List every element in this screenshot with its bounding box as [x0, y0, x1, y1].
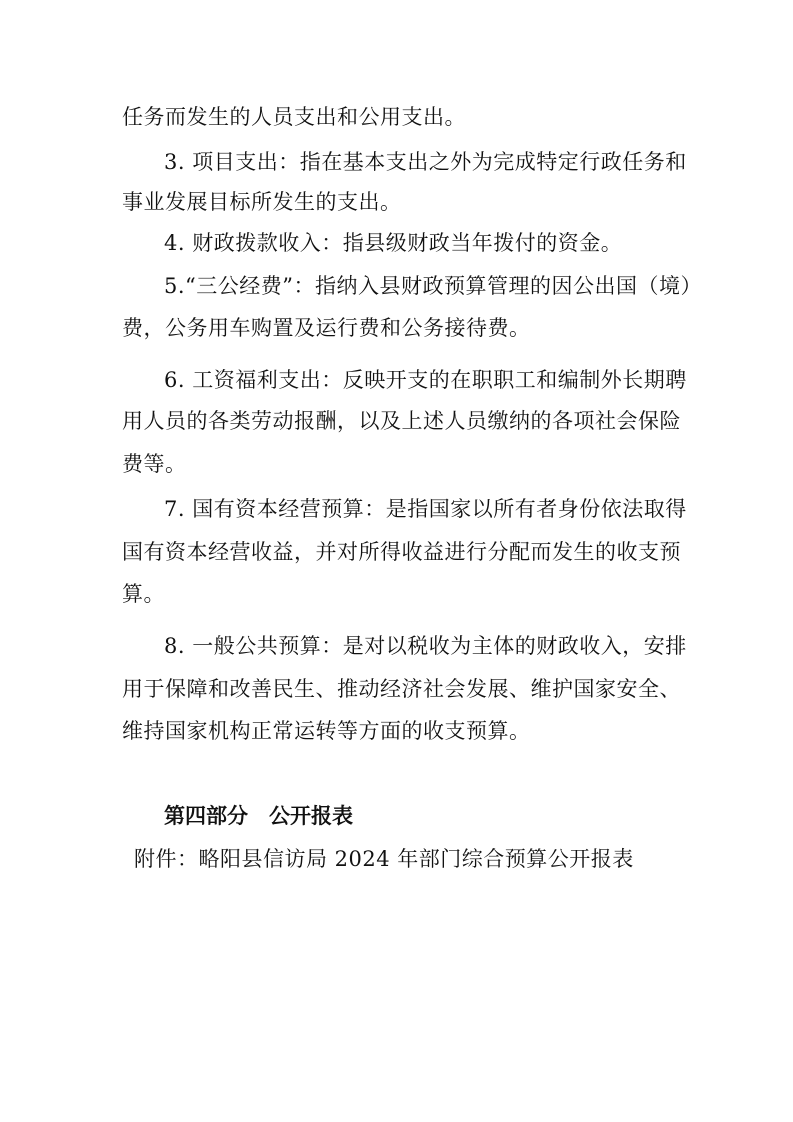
item-6-line-1: 6. 工资福利支出：反映开支的在职职工和编制外长期聘 — [164, 368, 687, 392]
attachment-line: 附件：略阳县信访局 2024 年部门综合预算公开报表 — [134, 847, 634, 871]
item-6-line-2: 用人员的各类劳动报酬，以及上述人员缴纳的各项社会保险 — [122, 409, 681, 433]
item-3-line-2: 事业发展目标所发生的支出。 — [122, 190, 402, 214]
section-4-title: 第四部分 公开报表 — [164, 804, 353, 828]
item-7-line-2: 国有资本经营收益，并对所得收益进行分配而发生的收支预 — [122, 540, 681, 564]
item-5-line-1: 5.“三公经费”：指纳入县财政预算管理的因公出国（境） — [164, 274, 703, 298]
item-8-line-2: 用于保障和改善民生、推动经济社会发展、维护国家安全、 — [122, 677, 681, 701]
item-6-line-3: 费等。 — [122, 452, 187, 476]
item-5-line-2: 费，公务用车购置及运行费和公务接待费。 — [122, 316, 531, 340]
paragraph-2-tail: 任务而发生的人员支出和公用支出。 — [122, 105, 466, 129]
item-4-line-1: 4. 财政拨款收入：指县级财政当年拨付的资金。 — [164, 231, 623, 255]
item-8-line-1: 8. 一般公共预算：是对以税收为主体的财政收入，安排 — [164, 634, 687, 658]
item-7-line-1: 7. 国有资本经营预算：是指国家以所有者身份依法取得 — [164, 497, 687, 521]
item-7-line-3: 算。 — [122, 582, 165, 606]
item-3-line-1: 3. 项目支出：指在基本支出之外为完成特定行政任务和 — [164, 150, 687, 174]
item-8-line-3: 维持国家机构正常运转等方面的收支预算。 — [122, 719, 531, 743]
